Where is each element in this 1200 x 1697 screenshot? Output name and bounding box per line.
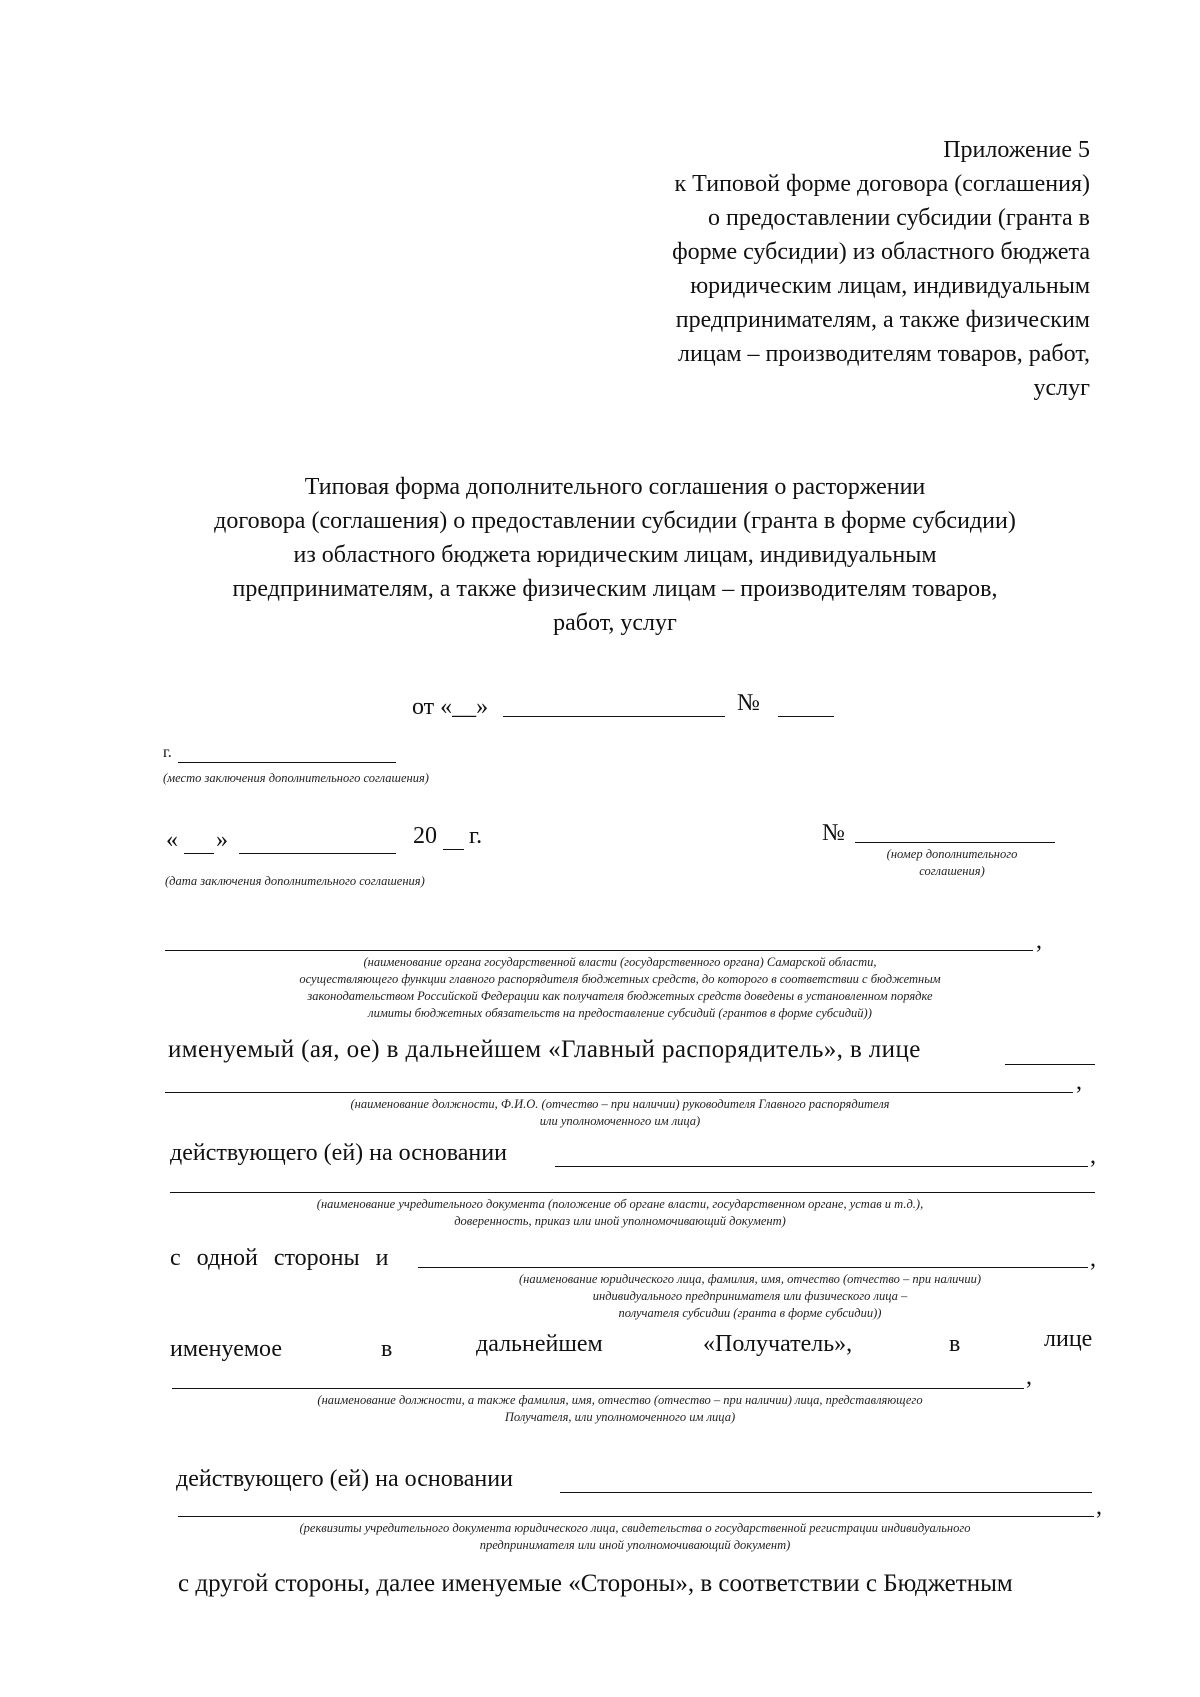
appendix-line: предпринимателям, а также физическим: [675, 307, 1090, 333]
ref-number-label: №: [737, 690, 760, 716]
main-manager-person-caption: (наименование должности, Ф.И.О. (отчество – при наличии) руководителя Главного распорядителя или уполномоченного им лица): [350, 1097, 890, 1128]
recipient-basis-field[interactable]: [560, 1492, 1092, 1493]
main-manager-field[interactable]: [165, 950, 1033, 951]
recipient-person-caption: (наименование должности, а также фамилия, имя, отчество (отчество – при наличии) лица, представляющего Получателя, или уполномоченного им лица): [317, 1393, 923, 1424]
recipient-named-word: в: [381, 1336, 393, 1362]
comma: ,: [1076, 1069, 1082, 1095]
recipient-named-word: в: [949, 1331, 961, 1357]
date-day-field[interactable]: [184, 853, 214, 854]
recipient-final-text: с другой стороны, далее именуемые «Стороны», в соответствии с Бюджетным: [178, 1570, 1013, 1597]
main-manager-person-field[interactable]: [165, 1092, 1073, 1093]
ref-number-field[interactable]: [778, 716, 834, 717]
place-caption: (место заключения дополнительного соглашения): [163, 771, 429, 785]
date-month-field[interactable]: [239, 853, 396, 854]
title-line: Типовая форма дополнительного соглашения о расторжении: [304, 474, 926, 500]
date-year-prefix: 20: [413, 823, 437, 849]
recipient-named-word: «Получатель»,: [703, 1331, 853, 1357]
appendix-line: Приложение 5: [943, 137, 1090, 163]
agreement-number-field[interactable]: [855, 842, 1055, 843]
comma: ,: [1090, 1143, 1096, 1169]
main-manager-caption: (наименование органа государственной власти (государственного органа) Самарской области, осуществляющего функции главного распорядителя бюджетных средств, до которого в соответствии с бюджетным законодательством Российской Федерации как получателя бюджетных средств доведены в установленном порядке лимиты бюджетных обязательств на предоставление субсидий (грантов в форме субсидий)): [299, 955, 941, 1020]
appendix-line: форме субсидии) из областного бюджета: [672, 239, 1090, 265]
appendix-line: услуг: [1033, 375, 1090, 401]
date-year-suffix: г.: [469, 823, 483, 849]
main-manager-person-field-start[interactable]: [1005, 1064, 1095, 1065]
title-line: договора (соглашения) о предоставлении субсидии (гранта в форме субсидии): [214, 508, 1016, 534]
comma: ,: [1090, 1246, 1096, 1272]
appendix-header: [570, 133, 1090, 405]
document-title: [150, 470, 1080, 640]
appendix-line: о предоставлении субсидии (гранта в: [708, 205, 1090, 231]
recipient-basis-field-cont[interactable]: [178, 1516, 1094, 1517]
ref-date-field[interactable]: [503, 716, 725, 717]
agreement-number-label: №: [822, 820, 845, 846]
main-manager-basis-caption: (наименование учредительного документа (положение об органе власти, государственном органе, устав и т.д.), доверенность, приказ или иной уполномочивающий документ): [316, 1197, 924, 1228]
recipient-name-field[interactable]: [418, 1267, 1088, 1268]
title-line: предпринимателям, а также физическим лицам – производителям товаров,: [232, 576, 998, 602]
recipient-named-word: лице: [1044, 1326, 1093, 1352]
recipient-name-caption: (наименование юридического лица, фамилия, имя, отчество (отчество – при наличии) индивидуального предпринимателя или физического лица – получателя субсидии (гранта в форме субсидии)): [518, 1272, 982, 1320]
agreement-number-caption: (номер дополнительного соглашения): [886, 847, 1018, 878]
main-manager-acting-text: действующего (ей) на основании: [170, 1140, 507, 1166]
recipient-person-field[interactable]: [172, 1388, 1024, 1389]
place-prefix: г.: [163, 744, 172, 761]
main-manager-basis-field-cont[interactable]: [170, 1192, 1095, 1193]
date-caption: (дата заключения дополнительного соглашения): [165, 874, 425, 888]
main-manager-named-text: именуемый (ая, ое) в дальнейшем «Главный распорядитель», в лице: [168, 1036, 921, 1063]
ref-date-label: от «__»: [412, 694, 489, 720]
appendix-line: юридическим лицам, индивидуальным: [690, 273, 1090, 299]
recipient-acting-text: действующего (ей) на основании: [176, 1466, 513, 1492]
comma: ,: [1036, 928, 1042, 954]
comma: ,: [1096, 1494, 1102, 1520]
place-field[interactable]: [178, 762, 396, 763]
recipient-one-side-text: с одной стороны и: [170, 1245, 389, 1271]
title-line: работ, услуг: [553, 610, 677, 636]
main-manager-basis-field[interactable]: [555, 1166, 1088, 1167]
recipient-named-word: именуемое: [170, 1336, 282, 1362]
recipient-basis-caption: (реквизиты учредительного документа юридического лица, свидетельства о государственной регистрации индивидуального предпринимателя или иной уполномочивающий документ): [299, 1521, 971, 1552]
comma: ,: [1026, 1364, 1032, 1390]
appendix-line: к Типовой форме договора (соглашения): [674, 171, 1090, 197]
recipient-named-word: дальнейшем: [476, 1331, 603, 1357]
title-line: из областного бюджета юридическим лицам, индивидуальным: [293, 542, 937, 568]
appendix-line: лицам – производителям товаров, работ,: [678, 341, 1090, 367]
date-close-quote: »: [216, 827, 228, 853]
date-open-quote: «: [166, 827, 178, 853]
date-year-field[interactable]: [443, 849, 464, 850]
